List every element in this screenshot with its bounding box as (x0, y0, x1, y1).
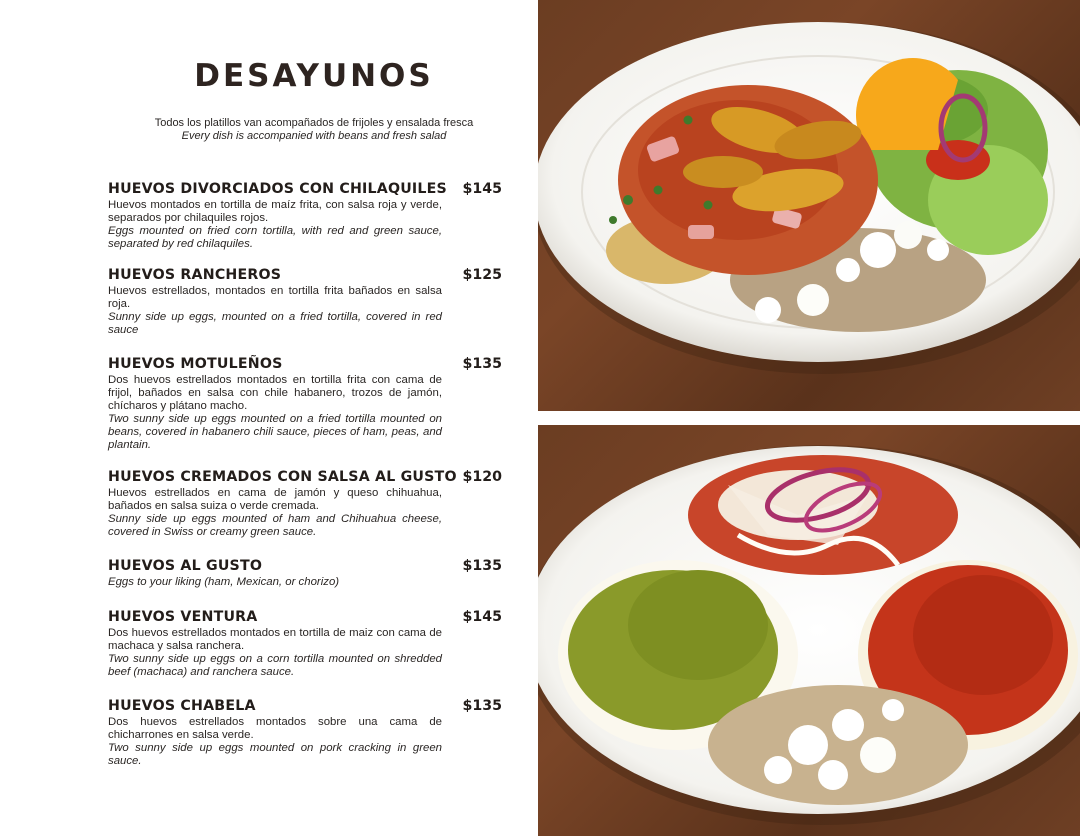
menu-item-price: $135 (462, 558, 502, 574)
menu-item-price: $145 (462, 609, 502, 625)
menu-item-name: HUEVOS VENTURA (108, 609, 258, 625)
menu-subtitle-spanish: Todos los platillos van acompañados de frijoles y ensalada fresca (154, 117, 474, 129)
menu-item-description: Huevos estrellados en cama de jamón y queso chihuahua, bañados en salsa suiza o verde cremada. (108, 487, 442, 512)
menu-title: DESAYUNOS (194, 58, 434, 94)
menu-item-english: Two sunny side up eggs on a corn tortilla mounted on shredded beef (machaca) and ranchera sauce. (108, 652, 442, 678)
menu-item-description: Dos huevos estrellados montados en tortilla de maiz con cama de machaca y salsa ranchera. (108, 627, 442, 652)
menu-item-description: Dos huevos estrellados montados sobre una cama de chicharrones en salsa verde. (108, 716, 442, 741)
menu-item (108, 181, 502, 251)
menu-item-description: Dos huevos estrellados montados en tortilla frita con cama de frijol, bañados en salsa con chile habanero, trozos de jamón, chícharos y plátano macho. (108, 374, 442, 412)
menu-item-price: $135 (462, 698, 502, 714)
menu-item (108, 558, 502, 589)
food-photo-top (538, 0, 1080, 411)
menu-item (108, 356, 502, 451)
menu-item-name: HUEVOS RANCHEROS (108, 267, 282, 283)
food-photo-bottom (538, 425, 1080, 836)
menu-item-english: Sunny side up eggs, mounted on a fried tortilla, covered in red sauce (108, 310, 442, 336)
menu-subtitle-english: Every dish is accompanied with beans and fresh salad (181, 130, 447, 142)
menu-item-name: HUEVOS CREMADOS CON SALSA AL GUSTO (108, 469, 457, 485)
menu-item-description: Huevos montados en tortilla de maíz frita, con salsa roja y verde, separados por chilaquiles rojos. (108, 199, 442, 224)
menu-item (108, 698, 502, 768)
menu-item-name: HUEVOS DIVORCIADOS CON CHILAQUILES (108, 181, 447, 197)
menu-item-name: HUEVOS AL GUSTO (108, 558, 263, 574)
menu-item-english: Eggs to your liking (ham, Mexican, or chorizo) (108, 576, 340, 588)
menu-item-price: $120 (462, 469, 502, 485)
menu-item-english: Two sunny side up eggs mounted on a fried tortilla mounted on beans, covered in habanero chili sauce, pieces of ham, peas, and plantain. (108, 412, 442, 451)
menu-item-price: $145 (462, 181, 502, 197)
menu-item-price: $125 (462, 267, 502, 283)
menu-item (108, 609, 502, 679)
menu-item-name: HUEVOS MOTULEÑOS (108, 356, 283, 372)
menu-item-english: Eggs mounted on fried corn tortilla, with red and green sauce, separated by red chilaquiles. (108, 224, 442, 250)
menu-item (108, 267, 502, 337)
menu-column (0, 0, 538, 836)
menu-item-price: $135 (462, 356, 502, 372)
menu-item (108, 469, 502, 539)
menu-item-english: Sunny side up eggs mounted of ham and Chihuahua cheese, covered in Swiss or creamy green sauce. (108, 512, 442, 538)
menu-item-english: Two sunny side up eggs mounted on pork cracking in green sauce. (108, 741, 442, 767)
huevos-motulenos-plate-image (538, 0, 1080, 411)
huevos-divorciados-plate-image (538, 425, 1080, 836)
menu-item-description: Huevos estrellados, montados en tortilla frita bañados en salsa roja. (108, 285, 442, 310)
menu-item-name: HUEVOS CHABELA (108, 698, 256, 714)
